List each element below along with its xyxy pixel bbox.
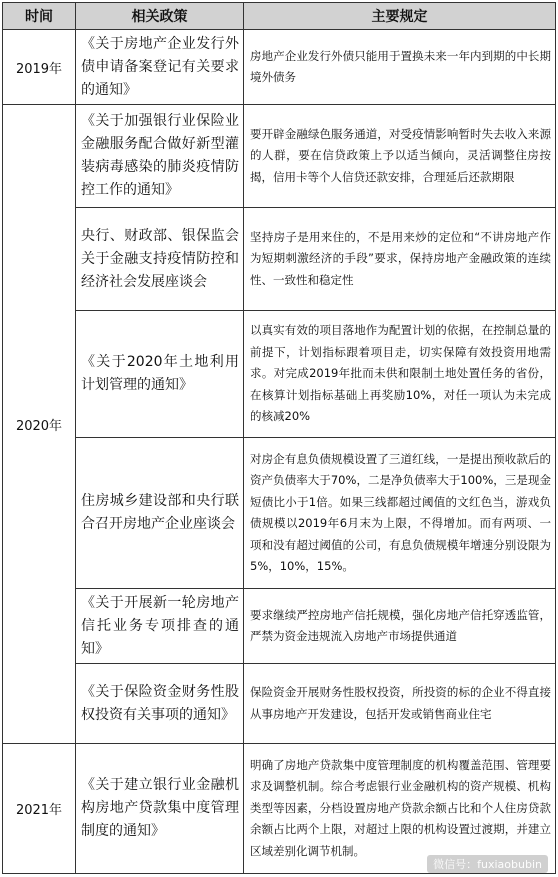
policy-rule: 坚持房子是用来住的，不是用来炒的定位和“不讲房地产作为短期刺激经济的手段”要求，保持房地产金融政策的连续性、一致性和稳定性 — [244, 208, 556, 311]
header-row — [3, 3, 556, 30]
table-row — [3, 208, 556, 311]
wechat-watermark: 微信号：fuxiaobubin — [427, 855, 548, 873]
policy-name: 《关于保险资金财务性股权投资有关事项的通知》 — [76, 664, 244, 744]
policy-rule: 对房企有息负债规模设置了三道红线，一是提出预收款后的资产负债率大于70%，二是净负债率大于100%，三是现金短债比小于1倍。如果三线都超过阈值的文红色当，游戏负债规模以2019年6月末为上限，不得增加。而有两项、一项和没有超过阈值的公司，有息负债规模年增速分别设限为5%，10%，15%。 — [244, 438, 556, 589]
table-row — [3, 311, 556, 438]
policy-name: 《关于2020年土地利用计划管理的通知》 — [76, 311, 244, 438]
policy-name: 《关于开展新一轮房地产信托业务专项排查的通知》 — [76, 589, 244, 664]
policy-rule: 房地产企业发行外债只能用于置换未来一年内到期的中长期境外债务 — [244, 30, 556, 105]
policy-rule: 要求继续严控房地产信托规模，强化房地产信托穿透监管，严禁为资金违规流入房地产市场提供通道 — [244, 589, 556, 664]
header-policy: 相关政策 — [76, 3, 244, 30]
header-rules: 主要规定 — [244, 3, 556, 30]
table-row — [3, 30, 556, 105]
table-row — [3, 664, 556, 744]
policy-name: 《关于建立银行业金融机构房地产贷款集中度管理制度的通知》 — [76, 744, 244, 874]
table-row — [3, 438, 556, 589]
policy-rule: 明确了房地产贷款集中度管理制度的机构覆盖范围、管理要求及调整机制。综合考虑银行业金融机构的资产规模、机构类型等因素，分档设置房地产贷款余额占比和个人住房贷款余额占比两个上限，对超过上限的机构设置过渡期，并建立区域差别化调节机制。 — [244, 744, 556, 874]
year-cell-2020: 2020年 — [3, 105, 76, 744]
policy-name: 《关于房地产企业发行外债申请备案登记有关要求的通知》 — [76, 30, 244, 105]
year-cell-2021: 2021年 — [3, 744, 76, 874]
policy-name: 央行、财政部、银保监会关于金融支持疫情防控和经济社会发展座谈会 — [76, 208, 244, 311]
policy-rule: 以真实有效的项目落地作为配置计划的依据，在控制总量的前提下，计划指标跟着项目走，切实保障有效投资用地需求。对完成2019年批而未供和限制土地处置任务的省份，在核算计划指标基础上再奖励10%，对任一项认为未完成的核减20% — [244, 311, 556, 438]
table-row — [3, 744, 556, 874]
policy-name: 住房城乡建设部和央行联合召开房地产企业座谈会 — [76, 438, 244, 589]
table-row — [3, 589, 556, 664]
table-row — [3, 105, 556, 208]
policy-rule: 要开辟金融绿色服务通道，对受疫情影响暂时失去收入来源的人群，要在信贷政策上予以适当倾向，灵活调整住房按揭，信用卡等个人信贷还款安排，合理延后还款期限 — [244, 105, 556, 208]
year-cell-2019: 2019年 — [3, 30, 76, 105]
policy-name: 《关于加强银行业保险业金融服务配合做好新型灌装病毒感染的肺炎疫情防控工作的通知》 — [76, 105, 244, 208]
header-time: 时间 — [3, 3, 76, 30]
policy-rule: 保险资金开展财务性股权投资，所投资的标的企业不得直接从事房地产开发建设，包括开发或销售商业住宅 — [244, 664, 556, 744]
policy-table — [2, 2, 556, 874]
